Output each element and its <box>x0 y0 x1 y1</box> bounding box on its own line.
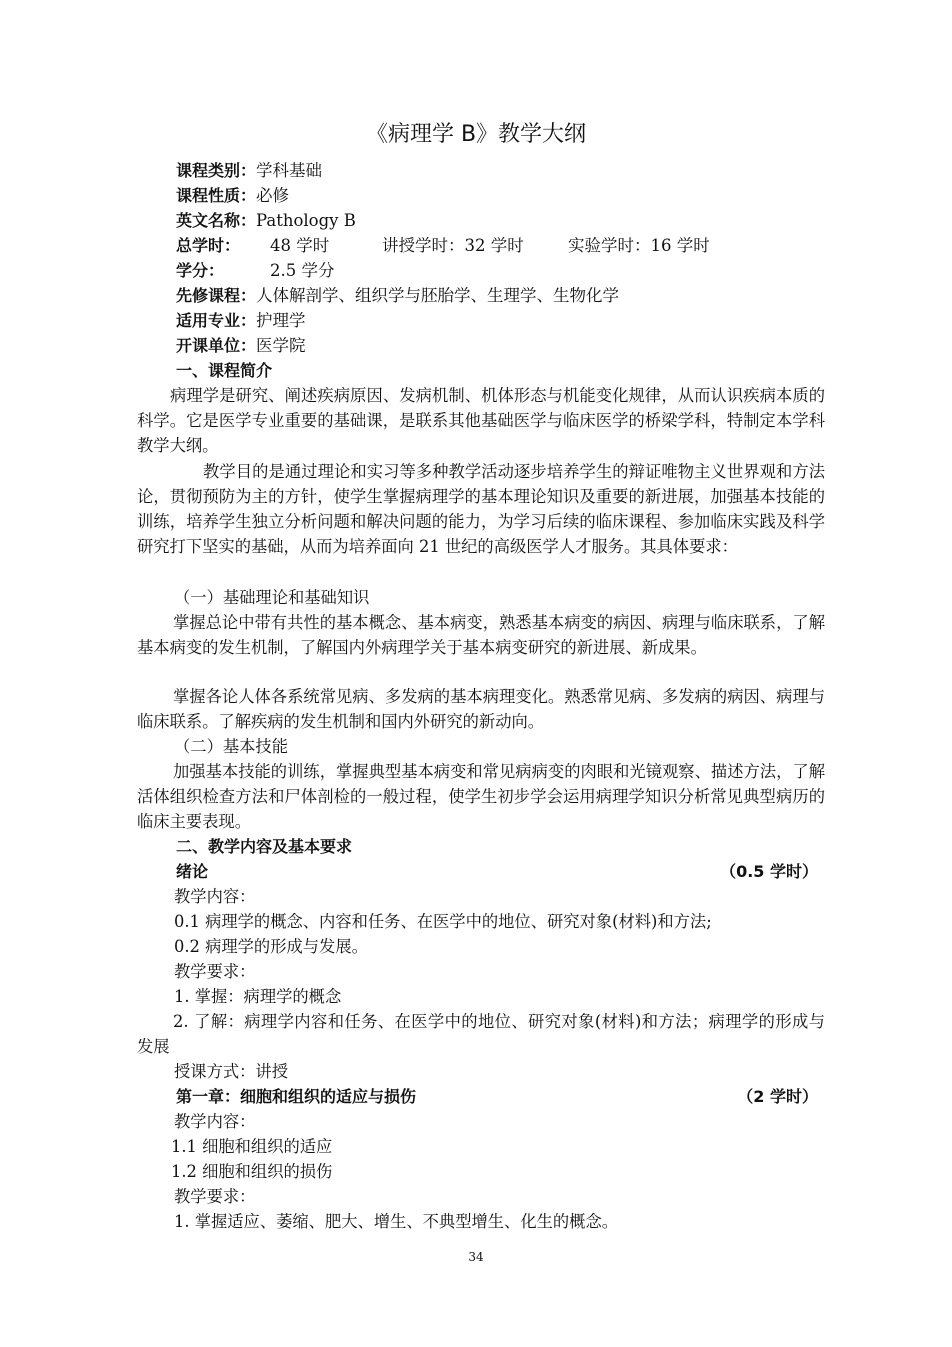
chapter-heading-intro <box>176 859 818 884</box>
paragraph: 教学目的是通过理论和实习等多种教学活动逐步培养学生的辩证唯物主义世界观和方法论，贯彻预防为主的方针，使学生掌握病理学的基本理论知识及重要的新进展，加强基本技能的训练，培养学生独立分析问题和解决问题的能力，为学习后续的临床课程、参加临床实践及科学研究打下坚实的基础，从而为培养面向 21 世纪的高级医学人才服务。其具体要求： <box>137 462 825 556</box>
meta-label: 课程类别： <box>176 161 257 180</box>
meta-hours <box>176 233 710 258</box>
meta-major <box>176 308 306 333</box>
subheading: （一）基础理论和基础知识 <box>174 588 370 607</box>
list-item: 0.1 病理学的概念、内容和任务、在医学中的地位、研究对象(材料)和方法; <box>174 912 712 931</box>
meta-value: 2.5 学分 <box>270 261 335 280</box>
paragraph: 掌握总论中带有共性的基本概念、基本病变，熟悉基本病变的病因、病理与临床联系，了解基本病变的发生机制，了解国内外病理学关于基本病变研究的新进展、新成果。 <box>137 613 825 657</box>
paragraph: 加强基本技能的训练，掌握典型基本病变和常见病病变的肉眼和光镜观察、描述方法，了解活体组织检查方法和尸体剖检的一般过程，使学生初步学会运用病理学知识分析常见典型病历的临床主要表现。 <box>137 762 825 831</box>
section-heading-content: 二、教学内容及基本要求 <box>176 837 353 856</box>
meta-label: 课程性质： <box>176 186 257 205</box>
requirement-label: 教学要求： <box>174 962 256 981</box>
meta-label: 适用专业： <box>176 311 257 330</box>
list-item: 0.2 病理学的形成与发展。 <box>174 937 368 956</box>
chapter-title: 绪论 <box>176 862 209 881</box>
lab-hours: 实验学时：16 学时 <box>568 236 710 255</box>
section-heading-intro: 一、课程简介 <box>176 361 273 380</box>
content-label: 教学内容： <box>174 1112 256 1131</box>
meta-label: 学分： <box>176 261 225 280</box>
chapter-title: 第一章：细胞和组织的适应与损伤 <box>176 1087 417 1106</box>
page-number: 34 <box>468 1250 484 1264</box>
paragraph: 病理学是研究、阐述疾病原因、发病机制、机体形态与机能变化规律，从而认识疾病本质的科学。它是医学专业重要的基础课，是联系其他基础医学与临床医学的桥梁学科，特制定本学科教学大纲。 <box>137 386 825 455</box>
teaching-method: 授课方式：讲授 <box>174 1062 288 1081</box>
meta-value: 医学院 <box>256 336 306 355</box>
meta-unit <box>176 333 306 358</box>
list-item: 1. 掌握适应、萎缩、肥大、增生、不典型增生、化生的概念。 <box>174 1212 619 1231</box>
list-item: 1.1 细胞和组织的适应 <box>171 1137 333 1156</box>
page-title: 《病理学 B》教学大纲 <box>365 122 587 147</box>
meta-label: 英文名称： <box>176 211 257 230</box>
lecture-hours: 讲授学时：32 学时 <box>382 236 524 255</box>
meta-prerequisites <box>176 283 619 308</box>
list-item: 1. 掌握：病理学的概念 <box>174 987 342 1006</box>
meta-credit <box>176 258 335 283</box>
meta-value: 护理学 <box>256 311 306 330</box>
meta-value: 必修 <box>256 186 290 205</box>
content-label: 教学内容： <box>174 887 256 906</box>
chapter-hours: （2 学时） <box>737 1087 818 1106</box>
chapter-hours: （0.5 学时） <box>720 862 818 881</box>
list-item: 1.2 细胞和组织的损伤 <box>171 1162 333 1181</box>
meta-nature <box>176 183 289 208</box>
meta-label: 开课单位： <box>176 336 257 355</box>
paragraph: 掌握各论人体各系统常见病、多发病的基本病理变化。熟悉常见病、多发病的病因、病理与临床联系。了解疾病的发生机制和国内外研究的新动向。 <box>137 687 825 731</box>
meta-label: 总学时： <box>176 236 241 255</box>
meta-category <box>176 158 322 183</box>
meta-value: 人体解剖学、组织学与胚胎学、生理学、生物化学 <box>256 286 620 305</box>
requirement-label: 教学要求： <box>174 1187 256 1206</box>
meta-value: 48 学时 <box>270 236 330 255</box>
meta-label: 先修课程： <box>176 286 257 305</box>
subheading: （二）基本技能 <box>174 737 288 756</box>
meta-english-name <box>176 208 356 233</box>
list-item: 2. 了解：病理学内容和任务、在医学中的地位、研究对象(材料)和方法；病理学的形成与发展 <box>137 1012 825 1056</box>
meta-value: 学科基础 <box>256 161 323 180</box>
meta-value: Pathology B <box>256 211 356 230</box>
chapter-heading-ch1 <box>176 1084 818 1109</box>
